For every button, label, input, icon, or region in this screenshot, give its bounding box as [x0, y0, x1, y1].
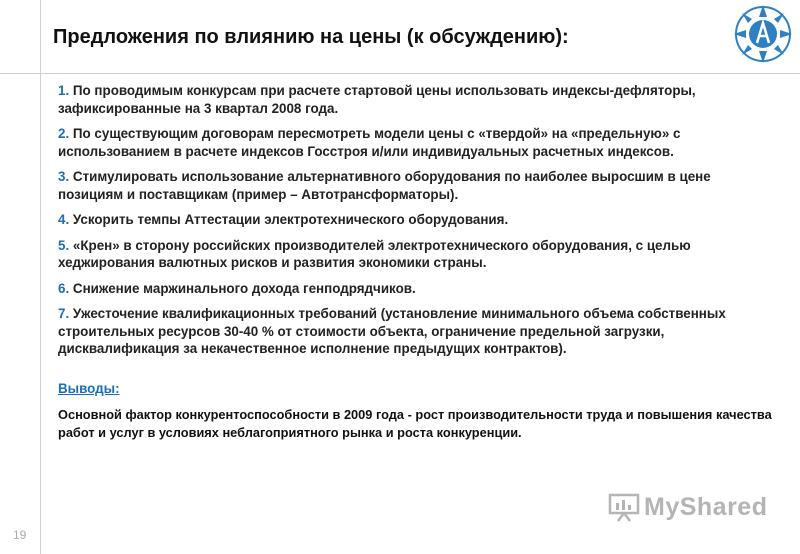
watermark [608, 492, 767, 522]
item-number: 3. [58, 169, 70, 184]
item-text: По проводимым конкурсам при расчете стартовой цены использовать индексы-дефляторы, зафиксированные на 3 квартал 2008 года. [58, 83, 696, 116]
item-number: 4. [58, 212, 70, 227]
list-item [58, 82, 773, 117]
slide-title: Предложения по влиянию на цены (к обсуждению): [53, 26, 569, 48]
item-text: Стимулировать использование альтернативного оборудования по наиболее выросшим в цене позициям и поставщикам (пример – Автотрансформаторы). [58, 169, 711, 202]
list-item [58, 168, 773, 203]
item-text: Ускорить темпы Аттестации электротехнического оборудования. [72, 212, 509, 227]
list-item [58, 280, 773, 298]
conclusions-heading: Выводы: [58, 380, 120, 396]
item-text: Снижение маржинального дохода генподрядчиков. [72, 280, 416, 296]
list-item [58, 305, 773, 358]
item-number: 5. [58, 237, 70, 253]
header-divider [0, 73, 800, 74]
conclusions-text: Основной фактор конкурентоспособности в 2009 года - рост производительности труда и повышения качества работ и услуг в условиях неблагоприятного рынка и роста конкуренции. [58, 406, 772, 440]
proposals-list [58, 82, 773, 442]
watermark-text: MyShared [644, 492, 768, 521]
list-item [58, 211, 773, 229]
item-number: 6. [58, 280, 70, 296]
item-number: 1. [58, 83, 70, 98]
item-text: По существующим договорам пересмотреть модели цены с «твердой» на «предельную» с использованием в расчете индексов Госстроя и/или индивидуальных расчетных индексов. [58, 126, 681, 159]
presentation-board-icon [608, 492, 640, 522]
left-divider [40, 0, 41, 554]
item-text: «Крен» в сторону российских производителей электротехнического оборудования, с целью хеджирования валютных рисков и развития экономики страны. [58, 237, 691, 270]
company-logo-icon [732, 3, 794, 65]
item-number: 2. [58, 126, 70, 141]
page-number: 19 [13, 528, 27, 542]
list-item [58, 237, 773, 272]
item-number: 7. [58, 306, 70, 321]
list-item [58, 125, 773, 160]
item-text: Ужесточение квалификационных требований (установление минимального объема собственных строительных ресурсов 30-40 % от стоимости объекта, ограничение предельной загрузки, дисквалификация за некачественное исполнение предыдущих контрактов). [58, 306, 726, 356]
